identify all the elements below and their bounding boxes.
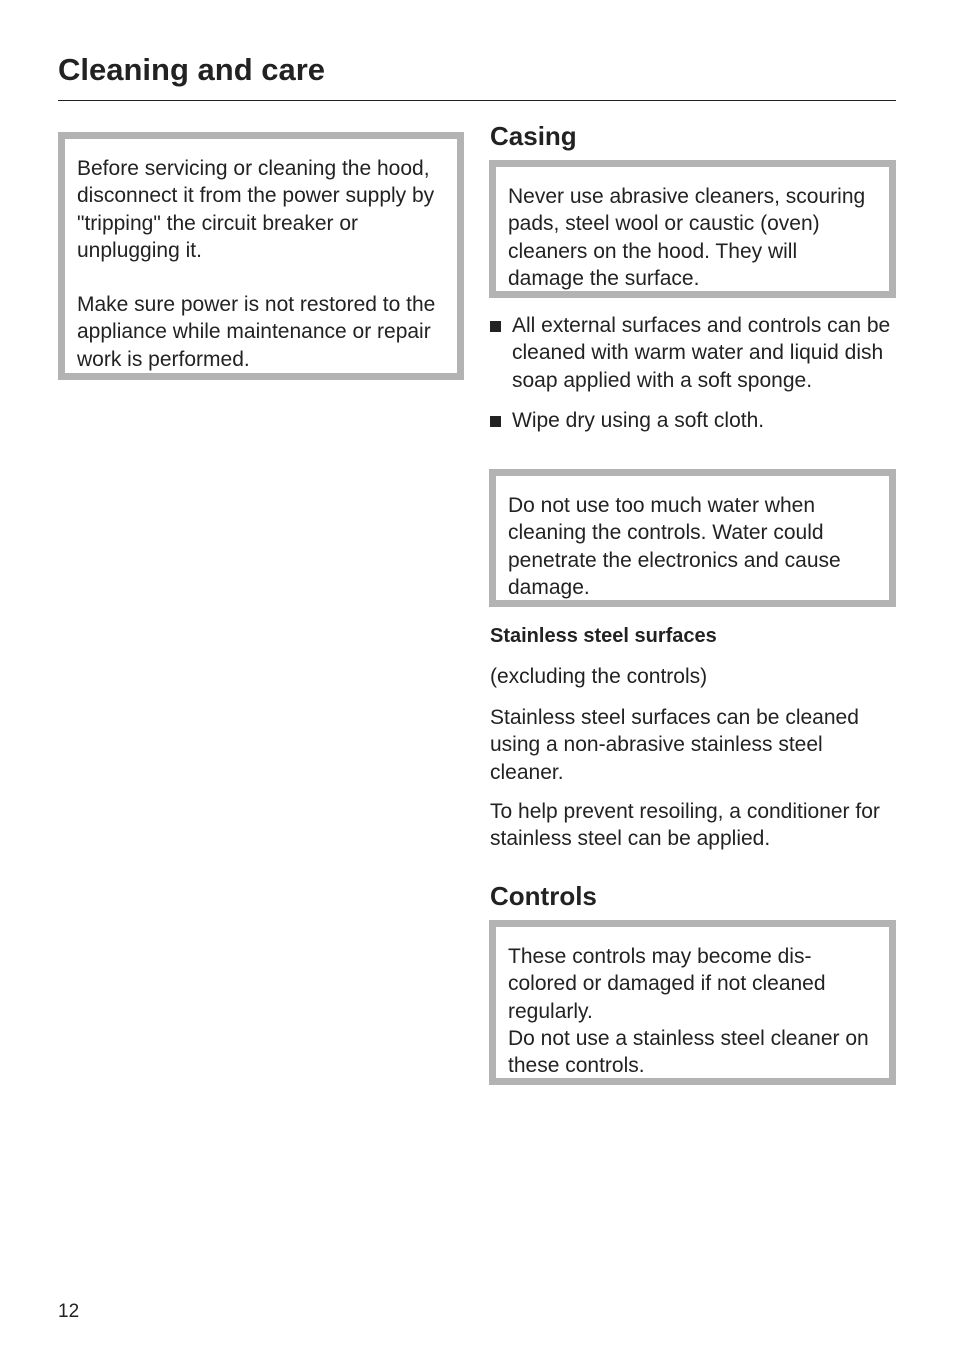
- controls-warning-line-2: Do not use a stainless steel cleaner on these controls.: [508, 1026, 869, 1078]
- water-warning-box: [489, 469, 896, 607]
- stainless-paragraph-1: Stainless steel surfaces can be cleaned using a non-abrasive stainless steel cleaner.: [490, 706, 859, 784]
- page-number: 12: [58, 1301, 80, 1322]
- safety-warning-box: [58, 132, 464, 380]
- page-title: Cleaning and care: [58, 52, 326, 87]
- list-item: [490, 312, 900, 394]
- list-item-text: Wipe dry using a soft cloth.: [512, 408, 765, 432]
- controls-warning-box: [489, 920, 896, 1085]
- controls-heading: Controls: [490, 881, 597, 911]
- controls-warning-line-1: These controls may become dis- colored or damaged if not cleaned regularly.: [508, 945, 826, 1023]
- list-item-text: All external surfaces and controls can be cleaned with warm water and liquid dish soap applied with a soft sponge.: [512, 314, 891, 392]
- list-item: [490, 407, 900, 434]
- stainless-paragraph-2: To help prevent resoiling, a conditioner for stainless steel can be applied.: [490, 800, 880, 851]
- casing-heading: Casing: [490, 121, 577, 151]
- casing-bullet-list: [490, 312, 900, 434]
- casing-warning-text: Never use abrasive cleaners, scouring pads, steel wool or caustic (oven) cleaners on the hood. They will damage the surface.: [508, 185, 866, 290]
- stainless-note: (excluding the controls): [490, 665, 708, 688]
- water-warning-text: Do not use too much water when cleaning the controls. Water could penetrate the electronics and cause damage.: [508, 494, 841, 599]
- stainless-heading: Stainless steel surfaces: [490, 625, 717, 647]
- casing-warning-box: [489, 160, 896, 298]
- title-divider: [58, 100, 896, 101]
- safety-warning-paragraph-2: Make sure power is not restored to the appliance while maintenance or repair work is performed.: [77, 293, 436, 371]
- square-bullet-icon: [490, 321, 501, 332]
- safety-warning-paragraph-1: Before servicing or cleaning the hood, disconnect it from the power supply by "tripping" the circuit breaker or unplugging it.: [77, 157, 435, 262]
- square-bullet-icon: [490, 416, 501, 427]
